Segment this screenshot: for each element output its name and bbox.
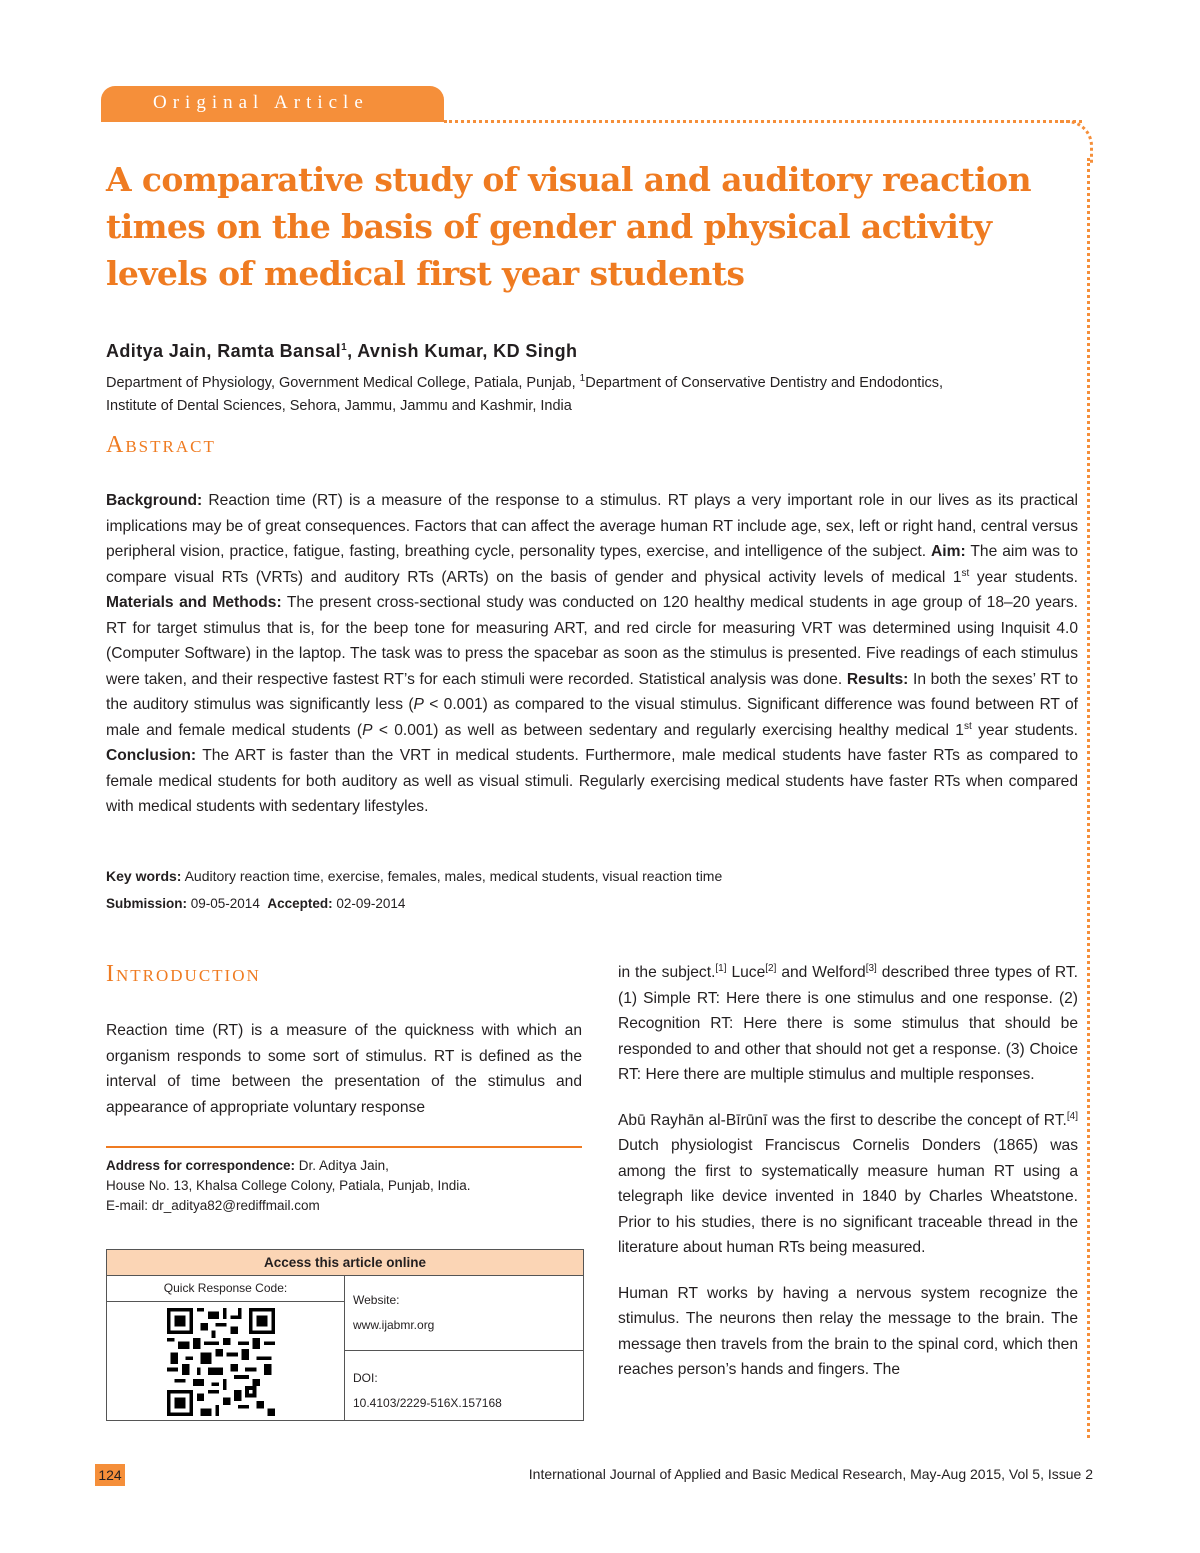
correspondence bbox=[106, 1156, 582, 1216]
website-link[interactable]: www.ijabmr.org bbox=[353, 1318, 435, 1332]
author-affiliation-mark: 1 bbox=[341, 342, 348, 353]
methods-label: Materials and Methods: bbox=[106, 594, 282, 611]
aim-label: Aim: bbox=[931, 543, 966, 560]
results-text-4: year students. bbox=[971, 721, 1079, 739]
ref-1[interactable]: [1] bbox=[715, 962, 727, 974]
access-online-box bbox=[106, 1249, 584, 1421]
dotted-border-top bbox=[444, 120, 1082, 123]
conclusion-label: Conclusion: bbox=[106, 747, 197, 764]
aim-ordinal: st bbox=[961, 567, 970, 579]
dates bbox=[106, 894, 405, 914]
keywords bbox=[106, 866, 1078, 886]
abstract-heading: Abstract bbox=[106, 432, 216, 458]
intro-p1-text-c: and Welford bbox=[776, 964, 866, 981]
affiliation-line1b: Department of Conservative Dentistry and Endodontics, bbox=[585, 375, 944, 391]
article-type-label: Original Article bbox=[153, 92, 369, 113]
doi-cell bbox=[345, 1351, 583, 1420]
intro-paragraph-2 bbox=[618, 1108, 1078, 1261]
keywords-label: Key words: bbox=[106, 868, 182, 884]
background-text: Reaction time (RT) is a measure of the response to a stimulus. RT plays a very important role in our lives as its practical implications may be of great consequences. Factors that can affect the average human RT include age, sex, left or right hand, central versus peripheral vision, practice, fatigue, fasting, breathing cycle, personality types, exercise, and intelligence of the subject. bbox=[106, 492, 1078, 560]
dotted-border-right bbox=[1087, 158, 1090, 1438]
qr-code-label: Quick Response Code: bbox=[107, 1276, 345, 1302]
article-title: A comparative study of visual and auditory reaction times on the basis of gender and physical activity levels of medical first year students bbox=[106, 160, 1031, 293]
doi-label: DOI: bbox=[353, 1371, 378, 1385]
ref-4[interactable]: [4] bbox=[1066, 1110, 1078, 1122]
aim-text-2: year students. bbox=[969, 568, 1079, 586]
qr-code-cell bbox=[107, 1302, 345, 1420]
page-number: 124 bbox=[95, 1464, 125, 1486]
abstract-text bbox=[106, 488, 1078, 820]
results-text-3: < 0.001) as well as between sedentary and regularly exercising healthy medical 1 bbox=[372, 721, 964, 739]
access-box-header: Access this article online bbox=[107, 1250, 583, 1276]
authors-part2: , Avnish Kumar, KD Singh bbox=[347, 341, 578, 361]
submission-label: Submission: bbox=[106, 896, 188, 911]
affiliation bbox=[106, 372, 1086, 418]
p-value-symbol-2: P bbox=[362, 721, 373, 739]
submission-date: 09-05-2014 bbox=[187, 896, 260, 911]
correspondence-label: Address for correspondence: bbox=[106, 1158, 296, 1173]
intro-p2-text-b: Dutch physiologist Franciscus Cornelis Donders (1865) was among the first to systematically measure human RT using a telegraph like device invented in 1840 by Charles Wheatstone. Prior to his studies, there is no significant traceable thread in the literature about human RTs being measured. bbox=[618, 1137, 1078, 1256]
correspondence-name: Dr. Aditya Jain, bbox=[295, 1158, 389, 1173]
accepted-label: Accepted: bbox=[267, 896, 333, 911]
keywords-text: Auditory reaction time, exercise, females, males, medical students, visual reaction time bbox=[181, 868, 723, 884]
ref-3[interactable]: [3] bbox=[865, 962, 877, 974]
p-value-symbol-1: P bbox=[413, 696, 424, 713]
methods-text: The present cross-sectional study was conducted on 120 healthy medical students in age group of 18–20 years. RT for target stimulus that is, for the beep tone for measuring ART, and red circle for measuring VRT was determined using Inquisit 4.0 (Computer Software) in the laptop. The task was to press the spacebar as soon as the stimulus is presented. Five readings of each stimulus were taken, and their respective fastest RT’s for each stimuli were recorded. Statistical analysis was done. bbox=[106, 594, 1078, 688]
author-list bbox=[106, 341, 577, 362]
doi-value[interactable]: 10.4103/2229-516X.157168 bbox=[353, 1396, 502, 1410]
article-type-tab bbox=[101, 86, 444, 122]
intro-p2-text-a: Abū Rayhān al-Bīrūnī was the first to describe the concept of RT. bbox=[618, 1111, 1067, 1129]
intro-p1-text-d: described three types of RT. (1) Simple RT: Here there is one stimulus and one response. (2) Recognition RT: Here there is some stimulus that should be responded to and other that should not get a response. (3) Choice RT: Here there are multiple stimulus and multiple responses. bbox=[618, 964, 1078, 1083]
website-cell bbox=[345, 1276, 583, 1351]
intro-paragraph-1 bbox=[618, 960, 1078, 1088]
introduction-heading: Introduction bbox=[106, 961, 261, 987]
website-label: Website: bbox=[353, 1293, 400, 1307]
affiliation-line2: Institute of Dental Sciences, Sehora, Jammu, Jammu and Kashmir, India bbox=[106, 398, 572, 414]
correspondence-divider bbox=[106, 1146, 582, 1148]
background-label: Background: bbox=[106, 492, 203, 509]
intro-p1-text-a: in the subject. bbox=[618, 964, 716, 981]
results-label: Results: bbox=[846, 670, 909, 688]
results-text-1: In both the sexes’ RT to the auditory stimulus was significantly less ( bbox=[106, 670, 1078, 713]
results-text-2: < 0.001) as compared to the visual stimulus. Significant difference was found between RT of male and female medical students ( bbox=[106, 696, 1078, 739]
ref-2[interactable]: [2] bbox=[765, 962, 777, 974]
results-ordinal: st bbox=[963, 720, 972, 732]
correspondence-email: E-mail: dr_aditya82@rediffmail.com bbox=[106, 1198, 320, 1213]
correspondence-address: House No. 13, Khalsa College Colony, Patiala, Punjab, India. bbox=[106, 1178, 471, 1193]
intro-paragraph-3: Human RT works by having a nervous system recognize the stimulus. The neurons then relay the message to the brain. The message then travels from the brain to the spinal cord, which then reaches person’s hands and fingers. The bbox=[618, 1284, 1078, 1378]
accepted-date: 02-09-2014 bbox=[332, 896, 406, 911]
intro-p1-text-b: Luce bbox=[726, 964, 766, 981]
affiliation-line1: Department of Physiology, Government Medical College, Patiala, Punjab, bbox=[106, 375, 580, 391]
introduction-left-column: Reaction time (RT) is a measure of the quickness with which an organism responds to some sort of stimulus. RT is defined as the interval of time between the presentation of the stimulus and appearance of appropriate voluntary response bbox=[106, 1022, 582, 1116]
authors-part1: Aditya Jain, Ramta Bansal bbox=[106, 341, 342, 361]
introduction-right-column bbox=[618, 960, 1078, 1403]
qr-code-icon[interactable] bbox=[167, 1308, 275, 1416]
aim-text: The aim was to compare visual RTs (VRTs) and auditory RTs (ARTs) on the basis of gender and physical activity levels of medical 1 bbox=[106, 543, 1078, 586]
journal-citation: International Journal of Applied and Basic Medical Research, May-Aug 2015, Vol 5, Issue 2 bbox=[528, 1466, 1093, 1482]
conclusion-text: The ART is faster than the VRT in medical students. Furthermore, male medical students have faster RTs as compared to female medical students for both auditory as well as visual stimuli. Regularly exercising medical students have faster RTs when compared with medical students with sedentary lifestyles. bbox=[106, 747, 1078, 815]
affiliation-mark: 1 bbox=[579, 373, 586, 385]
